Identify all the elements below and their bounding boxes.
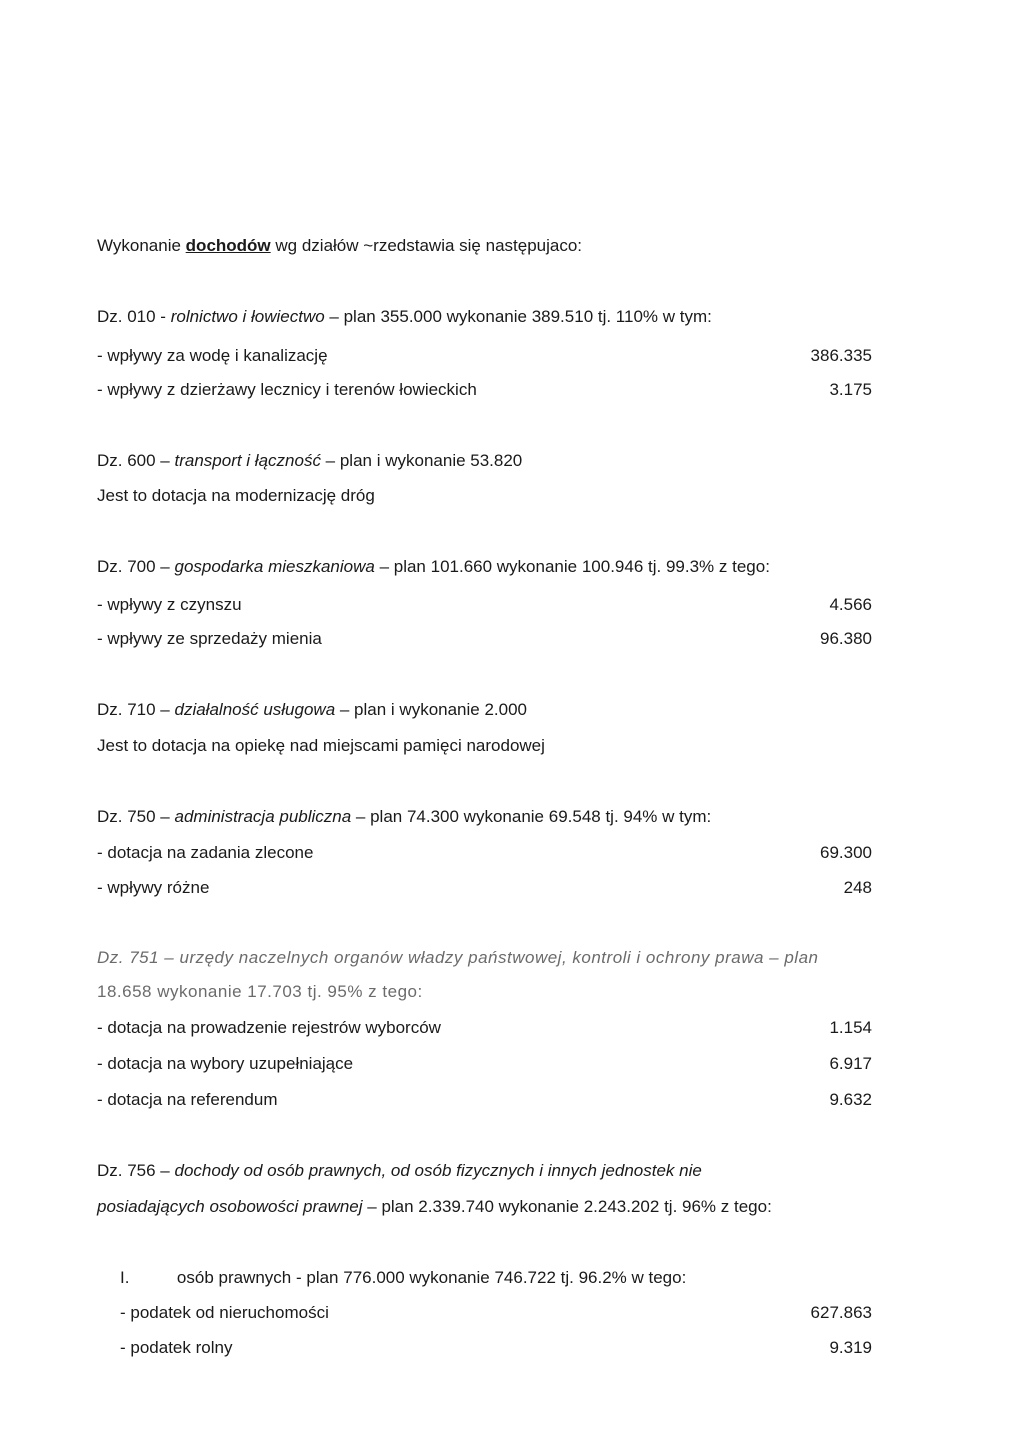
intro-text-before: Wykonanie (97, 236, 186, 255)
dz710-note: Jest to dotacja na opiekę nad miejscami pamięci narodowej (97, 736, 545, 755)
dz700-heading (97, 557, 770, 577)
dz751-heading-line2: 18.658 wykonanie 17.703 tj. 95% z tego: (97, 982, 423, 1001)
dz600-heading (97, 451, 522, 471)
dz756-sub-heading (120, 1268, 686, 1288)
dz756-item-label: - podatek rolny (120, 1338, 233, 1357)
dz010-rest: – plan 355.000 wykonanie 389.510 tj. 110% w tym: (324, 307, 712, 326)
dz010-item-value: 386.335 (810, 346, 872, 365)
intro-underlined-word: dochodów (185, 236, 271, 255)
dz751-heading-line1 (97, 948, 818, 968)
dz756-rest: – plan 2.339.740 wykonanie 2.243.202 tj. 96% z tego: (362, 1197, 772, 1216)
dz751-item-value: 9.632 (829, 1090, 872, 1109)
dz710-heading (97, 700, 527, 720)
dz750-prefix: Dz. 750 – (97, 807, 175, 826)
dz756-heading-line2 (97, 1197, 772, 1217)
dz756-prefix: Dz. 756 – (97, 1161, 175, 1180)
dz010-item-label: - wpływy z dzierżawy lecznicy i terenów łowieckich (97, 380, 477, 399)
dz600-rest: – plan i wykonanie 53.820 (320, 451, 523, 470)
dz756-item-value: 9.319 (829, 1338, 872, 1357)
dz751-line1: Dz. 751 – urzędy naczelnych organów władzy państwowej, kontroli i ochrony prawa – plan (97, 948, 819, 967)
dz756-name-part1: dochody od osób prawnych, od osób fizycznych i innych jednostek nie (174, 1161, 702, 1180)
dz750-item-value: 248 (843, 878, 872, 897)
dz010-heading (97, 307, 712, 327)
dz700-rest: – plan 101.660 wykonanie 100.946 tj. 99.3% z tego: (374, 557, 770, 576)
dz750-item-label: - dotacja na zadania zlecone (97, 843, 314, 862)
dz750-name: administracja publiczna (174, 807, 352, 826)
dz756-name-part2: posiadających osobowości prawnej (97, 1197, 363, 1216)
dz750-item-label: - wpływy różne (97, 878, 210, 897)
dz751-item-value: 1.154 (829, 1018, 872, 1037)
dz751-item-label: - dotacja na wybory uzupełniające (97, 1054, 354, 1073)
dz751-item-label: - dotacja na prowadzenie rejestrów wyborców (97, 1018, 441, 1037)
dz600-name: transport i łączność (174, 451, 321, 470)
dz750-rest: – plan 74.300 wykonanie 69.548 tj. 94% w tym: (351, 807, 712, 826)
dz010-name: rolnictwo i łowiectwo (170, 307, 325, 326)
dz750-heading (97, 807, 711, 827)
dz700-item-value: 96.380 (820, 629, 872, 648)
dz600-note: Jest to dotacja na modernizację dróg (97, 486, 375, 505)
dz756-item-value: 627.863 (810, 1303, 872, 1322)
dz751-item-value: 6.917 (829, 1054, 872, 1073)
dz010-prefix: Dz. 010 - (97, 307, 171, 326)
dz010-item-label: - wpływy za wodę i kanalizację (97, 346, 328, 365)
dz600-prefix: Dz. 600 – (97, 451, 175, 470)
intro-text-after: wg działów ~rzedstawia się następujaco: (270, 236, 583, 255)
intro-line (97, 236, 582, 256)
dz710-prefix: Dz. 710 – (97, 700, 175, 719)
dz700-prefix: Dz. 700 – (97, 557, 175, 576)
dz751-item-label: - dotacja na referendum (97, 1090, 278, 1109)
dz700-item-label: - wpływy ze sprzedaży mienia (97, 629, 322, 648)
dz710-name: działalność usługowa (174, 700, 336, 719)
dz700-item-label: - wpływy z czynszu (97, 595, 242, 614)
dz700-item-value: 4.566 (829, 595, 872, 614)
dz750-item-value: 69.300 (820, 843, 872, 862)
dz710-rest: – plan i wykonanie 2.000 (335, 700, 528, 719)
dz756-heading-line1 (97, 1161, 702, 1181)
dz010-item-value: 3.175 (829, 380, 872, 399)
dz756-sub-text: osób prawnych - plan 776.000 wykonanie 746.722 tj. 96.2% w tego: (176, 1268, 687, 1287)
dz756-item-label: - podatek od nieruchomości (120, 1303, 329, 1322)
dz756-sub-number: I. (120, 1268, 130, 1287)
dz700-name: gospodarka mieszkaniowa (174, 557, 375, 576)
